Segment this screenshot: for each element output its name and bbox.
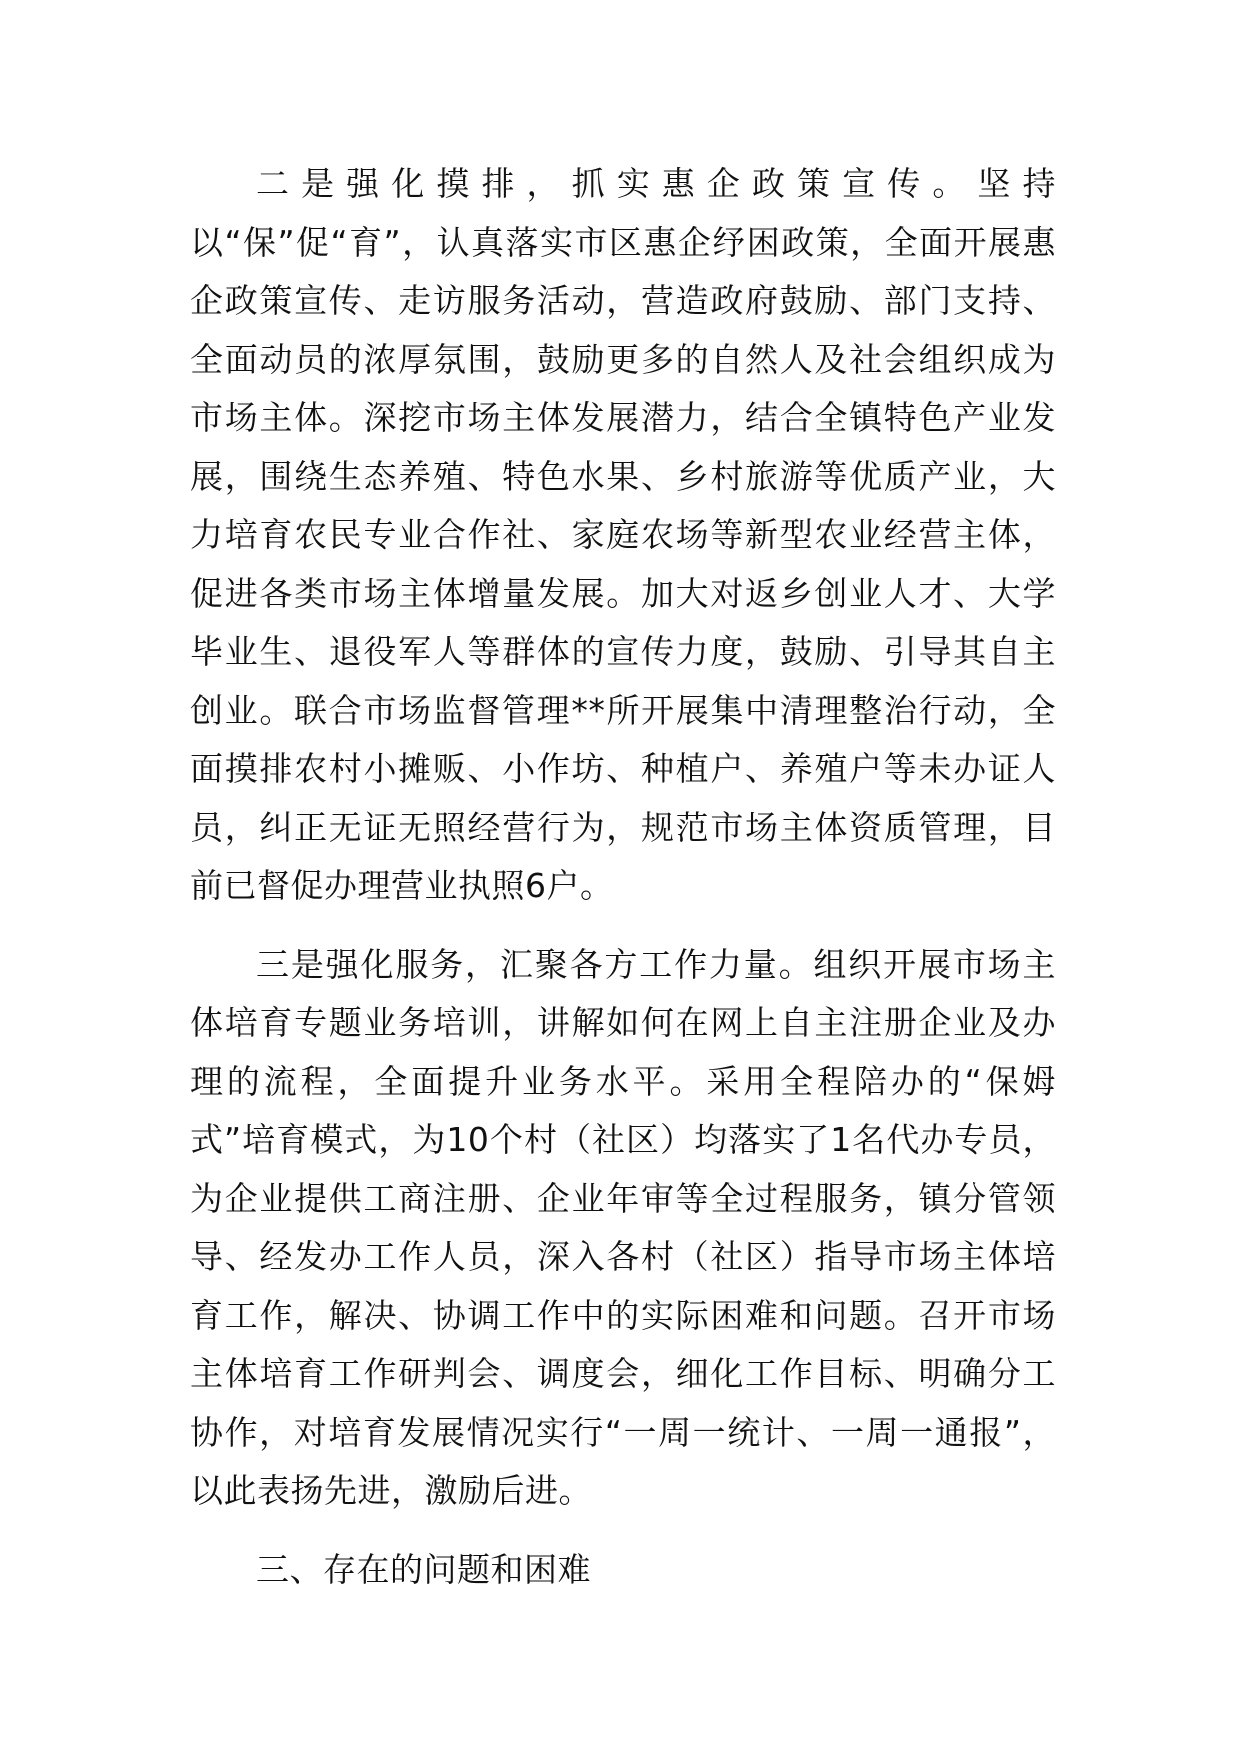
paragraph-publicity: 二是强化摸排，抓实惠企政策宣传。坚持以“保”促“育”，认真落实市区惠企纾困政策，全面开展惠企政策宣传、走访服务活动，营造政府鼓励、部门支持、全面动员的浓厚氛围，鼓励更多的自然人及社会组织成为市场主体。深挖市场主体发展潜力，结合全镇特色产业发展，围绕生态养殖、特色水果、乡村旅游等优质产业，大力培育农民专业合作社、家庭农场等新型农业经营主体，促进各类市场主体增量发展。加大对返乡创业人才、大学毕业生、退役军人等群体的宣传力度，鼓励、引导其自主创业。联合市场监督管理**所开展集中清理整治行动，全面摸排农村小摊贩、小作坊、种植户、养殖户等未办证人员，纠正无证无照经营行为，规范市场主体资质管理，目前已督促办理营业执照6户。 xyxy=(190,164,1056,905)
section-heading: 三、存在的问题和困难 xyxy=(256,1549,591,1589)
paragraph-service: 三是强化服务，汇聚各方工作力量。组织开展市场主体培育专题业务培训，讲解如何在网上自主注册企业及办理的流程，全面提升业务水平。采用全程陪办的“保姆式”培育模式，为10个村（社区）均落实了1名代办专员，为企业提供工商注册、企业年审等全过程服务，镇分管领导、经发办工作人员，深入各村（社区）指导市场主体培育工作，解决、协调工作中的实际困难和问题。召开市场主体培育工作研判会、调度会，细化工作目标、明确分工协作，对培育发展情况实行“一周一统计、一周一通报”，以此表扬先进，激励后进。 xyxy=(190,944,1056,1510)
document-body xyxy=(190,155,1056,1599)
